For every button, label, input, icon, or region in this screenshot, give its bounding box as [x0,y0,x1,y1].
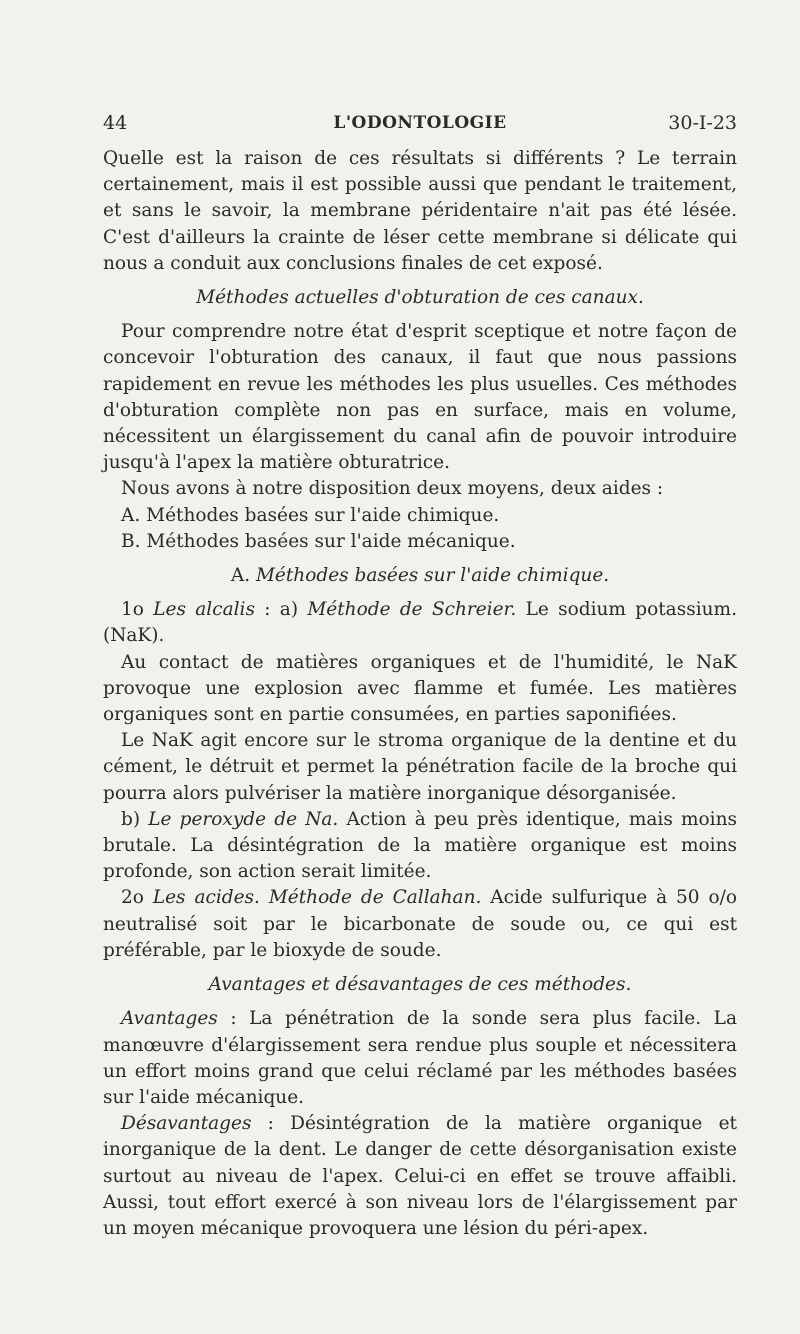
list-number: 1o [121,599,144,621]
section-heading: Avantages et désavantages de ces méthodes. [208,974,632,996]
paragraph: Nous avons à notre disposition deux moyens, deux aides : [121,478,664,500]
text: Le sodium potassium. (NaK). [103,599,737,647]
emphasis: Le peroxyde de Na. [148,808,339,830]
text: Action à peu près identique, mais moins brutale. La désintégration de la matière organique est moins profonde, son action serait limitée. [103,808,737,883]
emphasis: Désavantages [121,1113,252,1135]
paragraph: Pour comprendre notre état d'esprit sceptique et notre façon de concevoir l'obturation des canaux, il faut que nous passions rapidement en revue les méthodes les plus usuelles. Ces méthodes d'obturation complète non pas en surface, mais en volume, nécessitent un élargissement du canal afin de pouvoir introduire jusqu'à l'apex la matière obturatrice. [103,321,737,474]
emphasis: Les acides. Méthode de Callahan. [152,887,482,909]
paragraph: Le NaK agit encore sur le stroma organique de la dentine et du cément, le détruit et permet la pénétration facile de la broche qui pourra alors pulvériser la matière inorganique désorganisée. [103,730,737,804]
journal-title: L'ODONTOLOGIE [333,113,507,133]
emphasis: Avantages [121,1008,218,1030]
article-body [103,146,737,1242]
text: : La pénétration de la sonde sera plus facile. La manœuvre d'élargissement sera rendue plus souple et nécessitera un effort moins grand que celui réclamé par les méthodes basées sur l'aide mécanique. [103,1008,737,1108]
text: : Désintégration de la matière organique et inorganique de la dent. Le danger de cette désorganisation existe surtout au niveau de l'apex. Celui-ci en effet se trouve affaibli. Aussi, tout effort exercé à son niveau lors de l'élargissement par un moyen mécanique provoquera une lésion du péri-apex. [103,1113,737,1239]
emphasis: Méthode de Schreier. [307,599,517,621]
text: Acide sulfurique à 50 o/o neutralisé soit par le bicarbonate de soude ou, ce qui est préférable, par le bioxyde de soude. [103,887,737,961]
paragraph: Au contact de matières organiques et de l'humidité, le NaK provoque une explosion avec flamme et fumée. Les matières organiques sont en partie consumées, en parties saponifiées. [103,651,737,726]
list-number: b) [121,808,141,830]
section-heading: Méthodes actuelles d'obturation de ces canaux. [196,287,644,309]
text: : a) [264,599,299,621]
section-heading [103,563,737,589]
running-header [103,112,737,140]
paragraph [103,807,737,886]
paragraph [103,885,737,964]
heading-text: Méthodes basées sur l'aide chimique. [255,565,610,587]
paragraph [103,1006,737,1111]
paragraph: Quelle est la raison de ces résultats si différents ? Le terrain certainement, mais il est possible aussi que pendant le traitement, et sans le savoir, la membrane péridentaire n'ait pas été lésée. C'est d'ailleurs la crainte de léser cette membrane si délicate qui nous a conduit aux conclusions finales de cet exposé. [103,148,737,274]
issue-date: 30-I-23 [668,112,737,134]
list-item: A. Méthodes basées sur l'aide chimique. [121,504,500,526]
paragraph [103,1111,737,1242]
list-number: 2o [121,887,144,909]
heading-prefix: A. [230,565,251,587]
list-item: B. Méthodes basées sur l'aide mécanique. [121,530,516,552]
emphasis: Les alcalis [153,599,255,621]
paragraph [103,597,737,649]
page-number: 44 [103,112,128,134]
